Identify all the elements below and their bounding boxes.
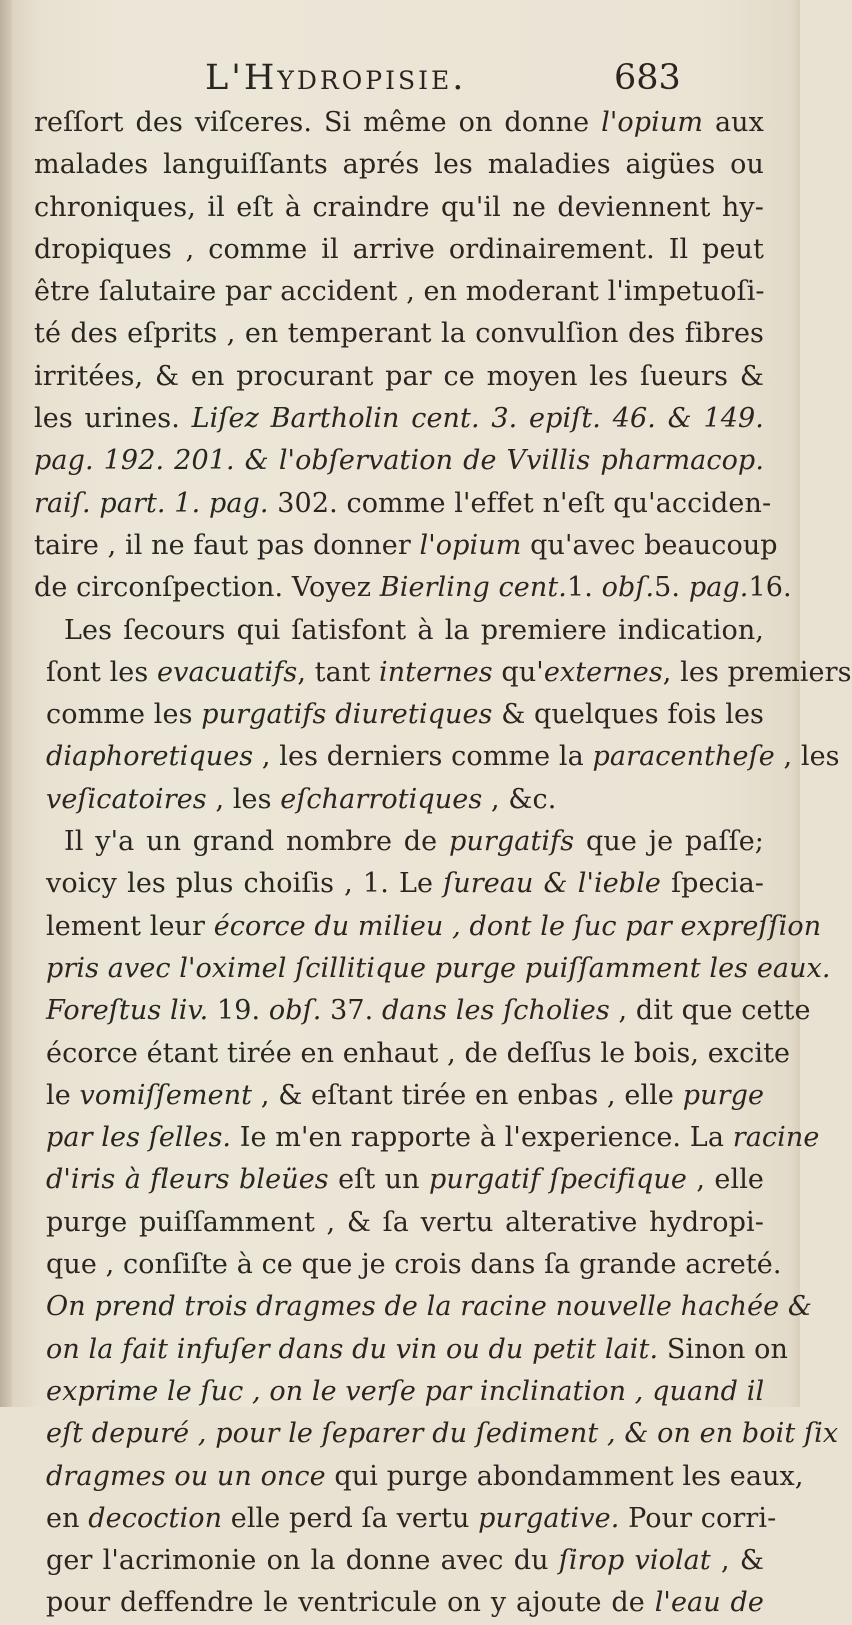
text-line [34, 906, 822, 948]
text-segment: elle perd ſa vertu [222, 1502, 479, 1534]
italic-segment: internes [378, 656, 493, 688]
italic-segment: purgative. [478, 1502, 620, 1534]
text-line [34, 1117, 820, 1159]
text-line [34, 440, 764, 482]
text-line [34, 990, 811, 1032]
italic-segment: l'opium [601, 107, 704, 138]
text-line [34, 779, 764, 821]
text-line [34, 821, 764, 863]
text-segment: irritées, & en procurant par ce moyen les ſueurs & [34, 360, 764, 392]
italic-segment: Bierling cent. [379, 572, 567, 604]
text-segment: les urines. [34, 403, 192, 435]
text-line [34, 1159, 764, 1201]
italic-segment: vomiſſement [79, 1079, 253, 1111]
text-segment: malades languiſſants aprés les maladies aigües ou [34, 149, 764, 181]
text-segment: , &c. [482, 783, 557, 815]
text-segment: que , conſiſte à ce que je crois dans ſa grande acreté. [46, 1249, 782, 1281]
italic-segment: obſ. [601, 572, 655, 604]
running-title: L'Hydropisie. [205, 58, 467, 98]
italic-segment: obſ. [268, 995, 322, 1027]
italic-segment: purgatif ſpecifique [429, 1164, 687, 1196]
text-line [34, 1540, 764, 1582]
text-segment: purge puiſſamment , & ſa vertu alterative hydropi- [46, 1206, 764, 1238]
text-segment: aux [703, 107, 764, 138]
text-segment: qu'avec beaucoup [521, 529, 778, 561]
text-line [34, 271, 764, 313]
text-line [34, 948, 831, 990]
text-segment: té des eſprits , en temperant la convulſion des fibres [34, 318, 764, 350]
text-line [34, 187, 764, 229]
text-line [34, 1286, 813, 1328]
text-line [34, 567, 792, 609]
text-segment: être ſalutaire par accident , en moderant l'impetuoſi- [34, 276, 765, 308]
text-segment: voicy les plus choiſis , 1. Le [46, 868, 444, 900]
text-line [34, 483, 772, 525]
text-line [34, 1202, 764, 1244]
text-segment: 5. [654, 572, 689, 604]
italic-segment: decoction [88, 1502, 223, 1534]
text-segment: chroniques, il eſt à craindre qu'il ne deviennent hy- [34, 191, 764, 223]
italic-segment: Liſez Bartholin cent. 3. epiſt. 46. & 149. [191, 403, 764, 435]
text-line [34, 356, 764, 398]
italic-segment: on la fait infuſer dans du vin ou du petit lait. [46, 1333, 659, 1365]
text-line [34, 1582, 764, 1624]
text-line [34, 1329, 789, 1371]
italic-segment: dans les ſcholies [382, 995, 610, 1027]
text-line [34, 694, 764, 736]
italic-segment: eſcharrotiques [280, 783, 483, 815]
page-header [0, 58, 800, 102]
text-segment: écorce étant tirée en enhaut , de deſſus le bois, excite [46, 1037, 791, 1069]
text-segment: ger l'acrimonie on la donne avec du [46, 1545, 559, 1577]
body-text [34, 102, 852, 1625]
text-segment: de circonſpection. Voyez [34, 572, 380, 604]
italic-segment: raiſ. part. 1. pag. [34, 487, 269, 519]
page-number: 683 [614, 58, 681, 98]
text-segment: 37. [321, 995, 383, 1027]
italic-segment: d'iris à fleurs bleües [46, 1164, 329, 1196]
text-segment: reſſort des viſceres. Si même on donne [34, 107, 602, 138]
italic-segment: evacuatifs [157, 656, 298, 688]
italic-segment: par les ſelles. [46, 1122, 232, 1154]
italic-segment: écorce du milieu , dont le ſuc par expreſſion [213, 910, 822, 942]
text-line [34, 652, 852, 694]
text-segment: , les [774, 741, 840, 773]
text-segment: taire , il ne faut pas donner [34, 529, 420, 561]
text-line [34, 1075, 764, 1117]
italic-segment: exprime le ſuc , on le verſe par inclination , quand il [46, 1375, 765, 1407]
text-line [34, 102, 764, 144]
text-line [34, 229, 764, 271]
text-line [34, 398, 764, 440]
text-segment: 1. [566, 572, 602, 604]
text-line [34, 525, 778, 567]
text-segment: lement leur [46, 910, 214, 942]
text-line [34, 736, 840, 778]
italic-segment: diaphoretiques [46, 741, 254, 773]
text-segment: , dit que cette [609, 995, 811, 1027]
text-segment: , elle [686, 1164, 765, 1196]
text-segment: Sinon on [658, 1333, 789, 1365]
text-line [34, 1033, 791, 1075]
text-segment: , & [710, 1545, 764, 1577]
text-line [34, 1456, 804, 1498]
text-segment: dropiques , comme il arrive ordinairement. Il peut [34, 233, 764, 265]
italic-segment: pris avec l'oximel ſcillitique purge puiſſamment les eaux. [46, 952, 831, 984]
text-segment: qui purge abondamment les eaux, [325, 1460, 804, 1492]
text-line [34, 1244, 782, 1286]
text-segment: Il y'a un grand nombre de [64, 826, 449, 858]
italic-segment: ſirop violat [558, 1545, 711, 1577]
italic-segment: pag. [688, 572, 749, 604]
text-segment: 16. [748, 572, 792, 604]
text-segment: 19. [208, 995, 269, 1027]
page-gutter-shadow [0, 0, 12, 1407]
text-line [34, 313, 764, 355]
italic-segment: pag. 192. 201. & l'obſervation de Vvillis pharmacop. [34, 445, 764, 477]
text-segment: 302. comme l'effet n'eſt qu'acciden- [268, 487, 772, 519]
italic-segment: veſicatoires [46, 783, 207, 815]
text-line [34, 610, 764, 652]
text-line [34, 1371, 764, 1413]
text-line [34, 863, 764, 905]
italic-segment: Foreſtus liv. [46, 995, 209, 1027]
text-segment: pour deffendre le ventricule on y ajoute de [46, 1587, 655, 1619]
text-segment: Pour corri- [619, 1502, 777, 1534]
text-segment: Les ſecours qui ſatisfont à la premiere indication, [64, 614, 764, 646]
text-segment: ſont les [46, 656, 158, 688]
text-segment: eſt un [328, 1164, 430, 1196]
text-segment: , les premiers [662, 656, 852, 688]
italic-segment: l'opium [419, 529, 522, 561]
text-segment: que je paſſe; [574, 826, 764, 858]
text-segment: & quelques fois les [492, 699, 764, 731]
text-line [34, 1498, 777, 1540]
text-segment: , les [206, 783, 281, 815]
italic-segment: l'eau de [654, 1587, 764, 1619]
italic-segment: externes [543, 656, 663, 688]
italic-segment: eſt depuré , pour le ſeparer du ſediment , & on en boit ſix [46, 1418, 839, 1450]
italic-segment: paracentheſe [592, 741, 775, 773]
italic-segment: purgatifs [449, 826, 575, 858]
text-segment: le [46, 1079, 80, 1111]
italic-segment: ſureau & l'ieble [443, 868, 662, 900]
text-segment: comme les [46, 699, 202, 731]
text-segment: ſpecia- [661, 868, 765, 900]
text-segment: en [46, 1502, 89, 1534]
text-segment: Ie m'en rapporte à l'experience. La [231, 1122, 733, 1154]
text-segment: , & eſtant tirée en enbas , elle [252, 1079, 683, 1111]
italic-segment: dragmes ou un once [46, 1460, 326, 1492]
italic-segment: purge [682, 1079, 765, 1111]
italic-segment: racine [732, 1122, 820, 1154]
text-line [34, 1413, 839, 1455]
text-segment: qu' [492, 656, 544, 688]
text-segment: , les derniers comme la [253, 741, 593, 773]
text-line [34, 144, 764, 186]
text-segment: , tant [297, 656, 379, 688]
italic-segment: purgatifs diuretiques [201, 699, 493, 731]
italic-segment: On prend trois dragmes de la racine nouvelle hachée & [46, 1291, 813, 1323]
